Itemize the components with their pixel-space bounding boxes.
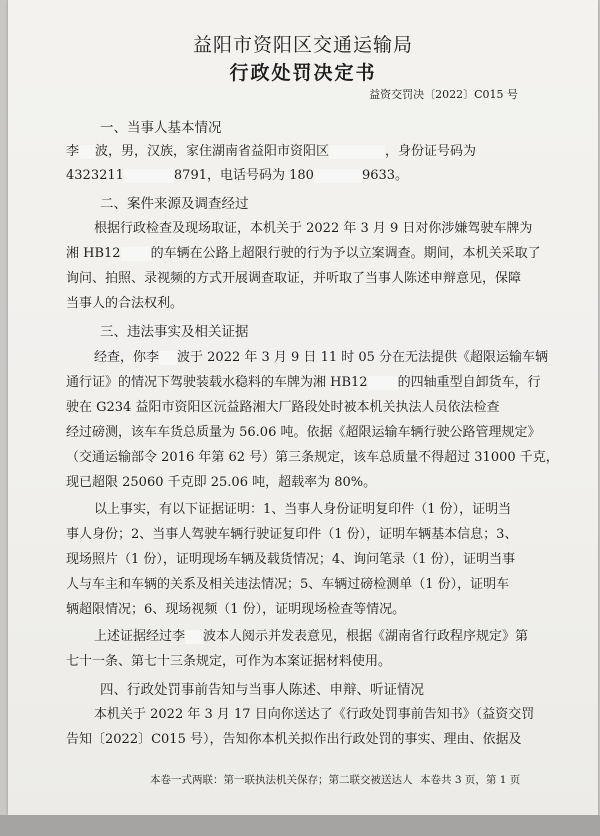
- redaction: [79, 145, 95, 159]
- document-number: 益资交罚决〔2022〕C015 号: [369, 88, 518, 101]
- evidence-line-2: 事人身份；2、当事人驾驶车辆行驶证复印件（1 份），证明车辆基本信息；3、: [66, 527, 518, 542]
- prior-notice-line-2: 告知〔2022〕C015 号），告知你本机关拟作出行政处罚的事实、理由、依据及: [66, 732, 522, 747]
- facts-line-6: 现已超限 25060 千克即 25.06 吨，超载率为 80%。: [66, 475, 377, 490]
- case-source-line-1: 根据行政检查及现场取证，本机关于 2022 年 3 月 9 日对你涉嫌驾驶车牌为: [94, 221, 533, 236]
- party-info-line-2: 4323211 8791，电话号码为 180 9633。: [66, 168, 409, 183]
- redaction: [159, 351, 177, 365]
- background-surface: [0, 815, 600, 836]
- evidence-line-5: 辆超限情况；6、现场视频（1 份），证明现场检查等情况。: [66, 602, 406, 617]
- facts-line-4: 经过磅测，该车车货总质量为 56.06 吨。依据《超限运输车辆行驶公路管理规定》: [66, 425, 541, 440]
- party-info-line-1: 李 波，男，汉族，家住湖南省益阳市资阳区 ，身份证号码为: [66, 144, 477, 159]
- section-heading-prior-notice: 四、行政处罚事前告知与当事人陈述、申辩、听证情况: [100, 682, 424, 698]
- footer-copy-note: 本卷一式两联：第一联执法机关保存；第二联交被送达人: [150, 774, 413, 786]
- case-source-line-3: 询问、拍照、录视频的方式开展调查取证，并听取了当事人陈述申辩意见，保障: [66, 271, 522, 286]
- facts-line-5: （交通运输部令 2016 年第 62 号）第三条规定，该车总质量不得超过 31000 千克，: [66, 450, 559, 465]
- facts-line-1: 经查，你李 波于 2022 年 3 月 9 日 11 时 05 分在无法提供《超限运输车辆: [94, 350, 549, 365]
- section-heading-case-source: 二、案件来源及调查经过: [100, 196, 249, 212]
- redaction: [314, 169, 362, 183]
- evidence-line-3: 现场照片（1 份），证明现场车辆及载货情况；4、询问笔录（1 份），证明当事: [66, 552, 516, 567]
- section-heading-facts: 三、违法事实及相关证据: [100, 324, 249, 340]
- evidence-line-1: 以上事实，有以下证据证明：1、当事人身份证明复印件（1 份），证明当: [94, 502, 512, 517]
- section-heading-party-info: 一、当事人基本情况: [100, 120, 222, 136]
- case-source-line-2: 湘 HB12 的车辆在公路上超限行驶的行为予以立案调查。期间，本机关采取了: [66, 246, 541, 261]
- facts-line-3: 驶在 G234 益阳市资阳区沅益路湘大厂路段处时被本机关执法人员依法检查: [66, 400, 500, 415]
- agency-name: 益阳市资阳区交通运输局: [192, 34, 413, 56]
- redaction: [368, 376, 398, 390]
- document-page: [8, 0, 598, 815]
- prior-notice-line-1: 本机关于 2022 年 3 月 17 日向你送达了《行政处罚事前告知书》（益资交罚: [94, 707, 535, 722]
- redaction: [329, 145, 385, 159]
- evidence-line-4: 人与车主和车辆的关系及相关违法情况；5、车辆过磅检测单（1 份），证明车: [66, 577, 510, 592]
- evidence-review-line-2: 七十一条、第七十三条规定，可作为本案证据材料使用。: [66, 654, 392, 669]
- redaction: [124, 169, 174, 183]
- evidence-review-line-1: 上述证据经过李 波本人阅示并发表意见，根据《湖南省行政程序规定》第: [94, 629, 529, 644]
- footer-page-number: 本卷共 3 页，第 1 页: [420, 774, 521, 786]
- redaction: [121, 247, 151, 261]
- case-source-line-4: 当事人的合法权利。: [66, 296, 184, 311]
- redaction: [185, 630, 203, 644]
- document-title: 行政处罚决定书: [229, 62, 377, 84]
- facts-line-2: 通行证》的情况下驾驶装载水稳料的车牌为湘 HB12 的四轴重型自卸货车，行: [66, 375, 541, 390]
